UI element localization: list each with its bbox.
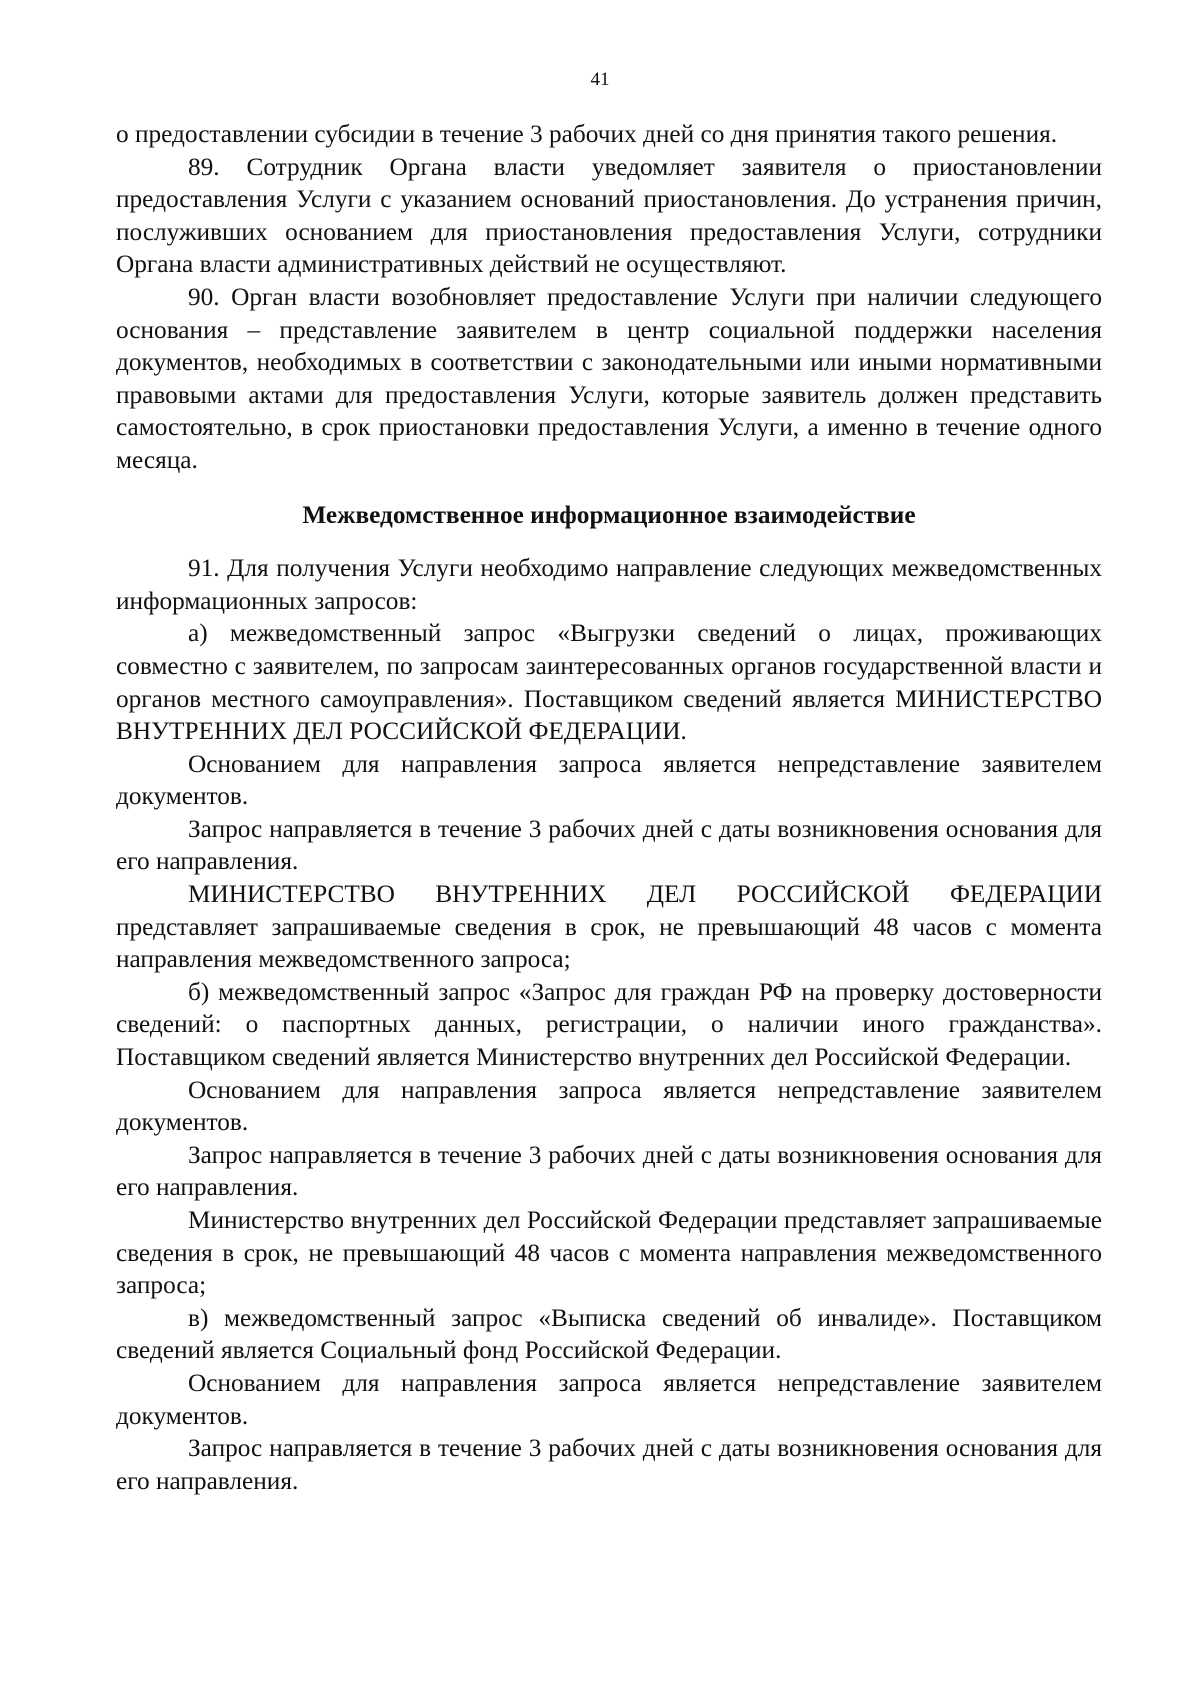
paragraph-91c-basis: Основанием для направления запроса является непредставление заявителем документов. bbox=[116, 1368, 1102, 1430]
paragraph-91b-basis: Основанием для направления запроса является непредставление заявителем документов. bbox=[116, 1075, 1102, 1137]
paragraph-89: 89. Сотрудник Органа власти уведомляет заявителя о приостановлении предоставления Услуги с указанием оснований приостановления. До устранения причин, послуживших основанием для приостановления предоставления Услуги, сотрудники Органа власти административных действий не осуществляют. bbox=[116, 152, 1102, 279]
paragraph-91a-basis: Основанием для направления запроса является непредставление заявителем документов. bbox=[116, 749, 1102, 811]
paragraph-91c: в) межведомственный запрос «Выписка сведений об инвалиде». Поставщиком сведений является Социальный фонд Российской Федерации. bbox=[116, 1303, 1102, 1365]
paragraph-91: 91. Для получения Услуги необходимо направление следующих межведомственных информационных запросов: bbox=[116, 554, 1102, 615]
section-heading: Межведомственное информационное взаимодействие bbox=[302, 500, 916, 529]
paragraph-91a-response: МИНИСТЕРСТВО ВНУТРЕННИХ ДЕЛ РОССИЙСКОЙ ФЕДЕРАЦИИ представляет запрашиваемые сведения в срок, не превышающий 48 часов с момента направления межведомственного запроса; bbox=[116, 880, 1102, 974]
paragraph-90: 90. Орган власти возобновляет предоставление Услуги при наличии следующего основания – представление заявителем в центр социальной поддержки населения документов, необходимых в соответствии с законодательными или иными нормативными правовыми актами для предоставления Услуги, которые заявитель должен представить самостоятельно, в срок приостановки предоставления Услуги, а именно в течение одного месяца. bbox=[116, 282, 1102, 474]
paragraph-continuation: о предоставлении субсидии в течение 3 рабочих дней со дня принятия такого решения. bbox=[116, 120, 1058, 148]
paragraph-91b-response: Министерство внутренних дел Российской Федерации представляет запрашиваемые сведения в срок, не превышающий 48 часов с момента направления межведомственного запроса; bbox=[116, 1206, 1102, 1300]
paragraph-91b: б) межведомственный запрос «Запрос для граждан РФ на проверку достоверности сведений: о паспортных данных, регистрации, о наличии иного гражданства». Поставщиком сведений является Министерство внутренних дел Российской Федерации. bbox=[116, 977, 1102, 1072]
paragraph-91c-timing: Запрос направляется в течение 3 рабочих дней с даты возникновения основания для его направления. bbox=[116, 1434, 1102, 1495]
paragraph-91b-timing: Запрос направляется в течение 3 рабочих дней с даты возникновения основания для его направления. bbox=[116, 1140, 1102, 1202]
paragraph-91a: а) межведомственный запрос «Выгрузки сведений о лицах, проживающих совместно с заявителем, по запросам заинтересованных органов государственной власти и органов местного самоуправления». Поставщиком сведений является МИНИСТЕРСТВО ВНУТРЕННИХ ДЕЛ РОССИЙСКОЙ ФЕДЕРАЦИИ. bbox=[116, 619, 1102, 746]
document-body bbox=[116, 118, 1102, 1497]
page-number: 41 bbox=[590, 69, 610, 90]
paragraph-91a-timing: Запрос направляется в течение 3 рабочих дней с даты возникновения основания для его направления. bbox=[116, 814, 1102, 876]
